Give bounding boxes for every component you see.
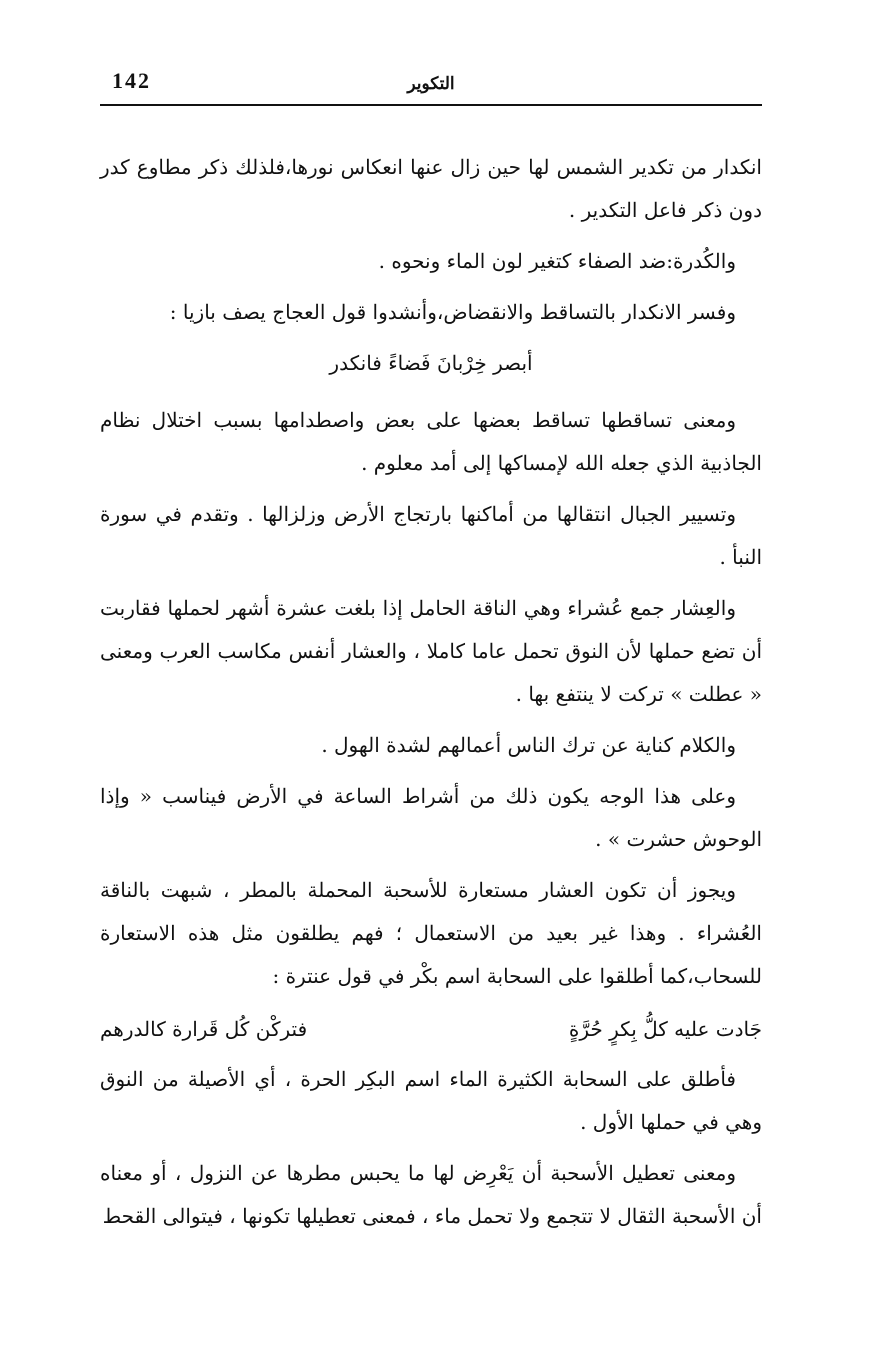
paragraph: وتسيير الجبال انتقالها من أماكنها بارتجاج الأرض وزلزالها . وتقدم في سورة النبأ .: [100, 502, 762, 569]
paragraph: وعلى هذا الوجه يكون ذلك من أشراط الساعة في الأرض فيناسب « وإذا الوحوش حشرت » .: [100, 784, 762, 851]
paragraph: والعِشار جمع عُشراء وهي الناقة الحامل إذا بلغت عشرة أشهر لحملها فقاربت أن تضع حملها لأن النوق تحمل عاما كاملا ، والعشار أنفس مكاسب العرب ومعنى « عطلت » تركت لا ينتفع بها .: [100, 596, 762, 706]
page-number: 142: [112, 68, 151, 93]
verse-couplet: [100, 1006, 762, 1052]
paragraph: ومعنى تساقطها تساقط بعضها على بعض واصطدامها بسبب اختلال نظام الجاذبية الذي جعله الله لإمساكها إلى أمد معلوم .: [100, 408, 762, 475]
verse-line: أبصر خِرْبانَ فَضاءً فانكدر: [329, 351, 533, 375]
paragraph: وفسر الانكدار بالتساقط والانقضاض،وأنشدوا قول العجاج يصف بازيا :: [169, 300, 736, 324]
paragraph: فأطلق على السحابة الكثيرة الماء اسم البكِر الحرة ، أي الأصيلة من النوق وهي في حملها الأول .: [100, 1067, 762, 1134]
page-header: [100, 64, 762, 106]
paragraph: ومعنى تعطيل الأسحبة أن يَعْرِض لها ما يحبس مطرها عن النزول ، أو معناه أن الأسحبة الثقال لا تتجمع ولا تحمل ماء ، فمعنى تعطيلها تكونها ، فيتوالى القحط: [100, 1161, 762, 1228]
verse-first-hemistich: جَادت عليه كلُّ بِكرٍ حُرَّةٍ: [568, 1017, 762, 1041]
paragraph: ويجوز أن تكون العشار مستعارة للأسحبة المحملة بالمطر ، شبهت بالناقة العُشراء . وهذا غير بعيد من الاستعمال ؛ فهم يطلقون مثل هذه الاستعارة للسحاب،كما أطلقوا على السحابة اسم بكْر في قول عنترة :: [100, 878, 762, 988]
running-title: التكوير: [407, 74, 455, 94]
paragraph: والكلام كناية عن ترك الناس أعمالهم لشدة الهول .: [321, 733, 736, 757]
verse-second-hemistich: فتركْن كُل قَرارة كالدرهم: [100, 1017, 308, 1041]
body-text: [100, 146, 762, 1246]
paragraph: والكُدرة:ضد الصفاء كتغير لون الماء ونحوه .: [378, 249, 736, 273]
paragraph: انكدار من تكدير الشمس لها حين زال عنها انعكاس نورها،فلذلك ذكر مطاوع كدر دون ذكر فاعل التكدير .: [100, 155, 762, 222]
